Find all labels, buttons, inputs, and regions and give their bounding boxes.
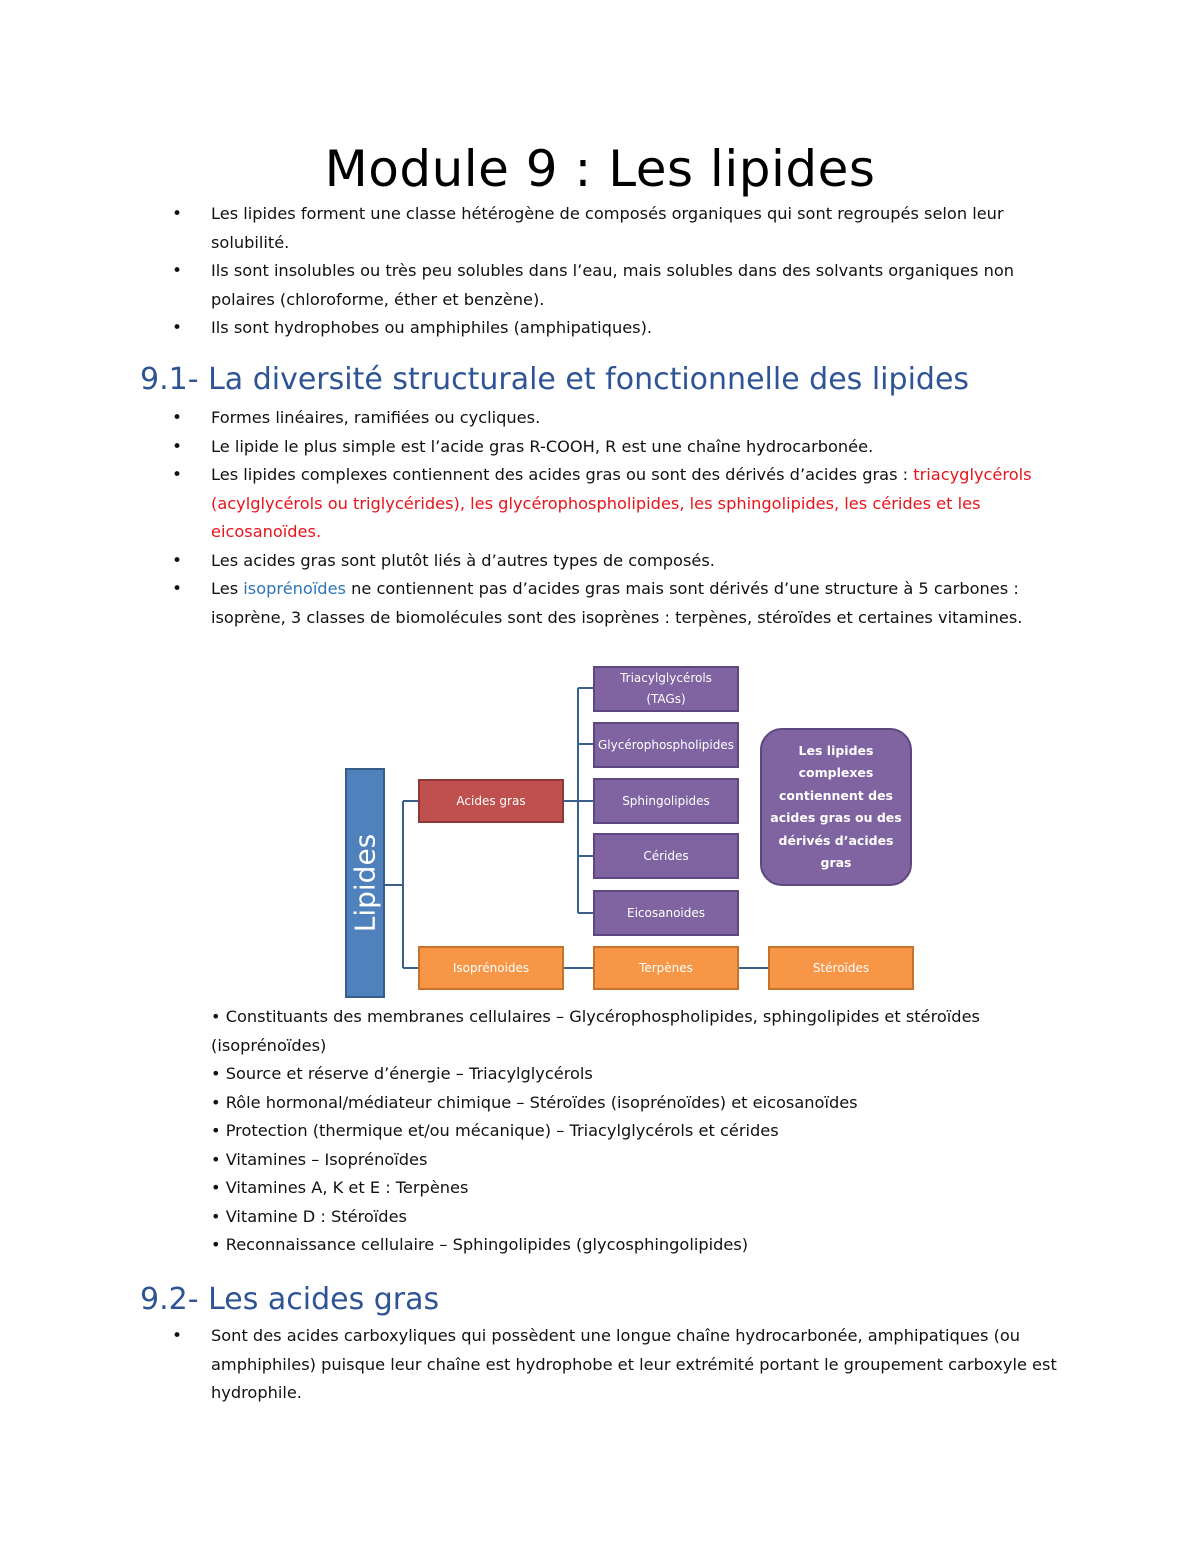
list-item: • Constituants des membranes cellulaires – Glycérophospholipides, sphingolipides et stéroïdes (isoprénoïdes) xyxy=(211,1007,980,1055)
cerides-label: Cérides xyxy=(643,848,689,863)
list-item: • Les acides gras sont plutôt liés à d’autres types de composés. xyxy=(0,547,1071,576)
glycerophospholipides-box xyxy=(593,722,739,768)
list-item: • Reconnaissance cellulaire – Sphingolipides (glycosphingolipides) xyxy=(211,1235,749,1254)
steroides-label: Stéroïdes xyxy=(812,960,870,975)
list-item: • Source et réserve d’énergie – Triacylglycérols xyxy=(211,1064,593,1083)
list-item: • Sont des acides carboxyliques qui possèdent une longue chaîne hydrocarbonée, amphipatiques (ou amphiphiles) puisque leur chaîne est hydrophobe et leur extrémité portant le groupement carboxyle est hydrophile. xyxy=(0,1322,1071,1408)
isoprenoides-label: Isoprénoides xyxy=(452,960,530,975)
tags-label-line1: Triacylglycérols xyxy=(620,671,712,685)
lipides-root-label: Lipides xyxy=(348,833,382,933)
complex-lipids-note xyxy=(760,728,912,886)
acides-gras-box xyxy=(418,779,564,823)
list-item: • Vitamine D : Stéroïdes xyxy=(211,1206,407,1226)
tags-label-line2: (TAGs) xyxy=(646,692,686,706)
lipid-classification-diagram xyxy=(330,660,945,1005)
tags-box xyxy=(593,666,739,712)
list-item: • Ils sont hydrophobes ou amphiphiles (amphipatiques). xyxy=(0,314,1071,343)
isoprenoid-link-text: isoprénoïdes xyxy=(243,579,346,598)
intro-list xyxy=(0,200,1200,343)
isoprenoides-box xyxy=(418,946,564,990)
section1-list xyxy=(0,404,1200,632)
list-item: • Vitamines A, K et E : Terpènes xyxy=(211,1178,469,1197)
complex-lipids-text: Les lipides complexes contiennent des acides gras ou sont des dérivés d’acides gras : xyxy=(211,465,909,484)
complex-lipids-note-text: Les lipides complexes contiennent des acides gras ou des dérivés d’acides gras xyxy=(770,742,902,870)
complex-lipids-red-text: triacyglycérols (acylglycérols ou triglycérides), les glycérophospholipides, les sphingolipides, les cérides et les eicosanoïdes. xyxy=(211,465,1032,541)
cerides-box xyxy=(593,833,739,879)
steroides-box xyxy=(768,946,914,990)
section-heading-9-1: 9.1- La diversité structurale et fonctionnelle des lipides xyxy=(140,362,970,397)
isoprenoid-text-post: ne contiennent pas d’acides gras mais sont dérivés d’une structure à 5 carbones : isoprène, 3 classes de biomolécules sont des isoprènes : terpènes, stéroïdes et certaines vitamines. xyxy=(211,579,1023,627)
sphingolipides-box xyxy=(593,778,739,824)
terpenes-label: Terpènes xyxy=(639,960,693,975)
glycerophospholipides-label: Glycérophospholipides xyxy=(598,737,734,752)
list-item xyxy=(0,575,1071,632)
eicosanoides-box xyxy=(593,890,739,936)
sphingolipides-label: Sphingolipides xyxy=(622,793,710,808)
section-heading-9-2: 9.2- Les acides gras xyxy=(140,1282,440,1317)
terpenes-box xyxy=(593,946,739,990)
section2-list xyxy=(0,1322,1200,1408)
list-item: • Protection (thermique et/ou mécanique) – Triacylglycérols et cérides xyxy=(211,1121,779,1140)
list-item: • Rôle hormonal/médiateur chimique – Stéroïdes (isoprénoïdes) et eicosanoïdes xyxy=(211,1092,858,1112)
list-item: • Les lipides forment une classe hétérogène de composés organiques qui sont regroupés selon leur solubilité. xyxy=(0,200,1071,257)
lipides-root-box xyxy=(345,768,385,998)
list-item: • Formes linéaires, ramifiées ou cycliques. xyxy=(0,404,1071,433)
list-item: • Vitamines – Isoprénoïdes xyxy=(211,1149,428,1169)
list-item xyxy=(0,461,1071,547)
eicosanoides-label: Eicosanoides xyxy=(627,905,705,920)
list-item: • Le lipide le plus simple est l’acide gras R-COOH, R est une chaîne hydrocarbonée. xyxy=(0,433,1071,462)
acides-gras-label: Acides gras xyxy=(456,793,526,808)
roles-list xyxy=(0,1003,1071,1260)
page-title: Module 9 : Les lipides xyxy=(324,140,876,198)
isoprenoid-text-pre: Les xyxy=(211,579,244,598)
list-item: • Ils sont insolubles ou très peu solubles dans l’eau, mais solubles dans des solvants organiques non polaires (chloroforme, éther et benzène). xyxy=(0,257,1071,314)
